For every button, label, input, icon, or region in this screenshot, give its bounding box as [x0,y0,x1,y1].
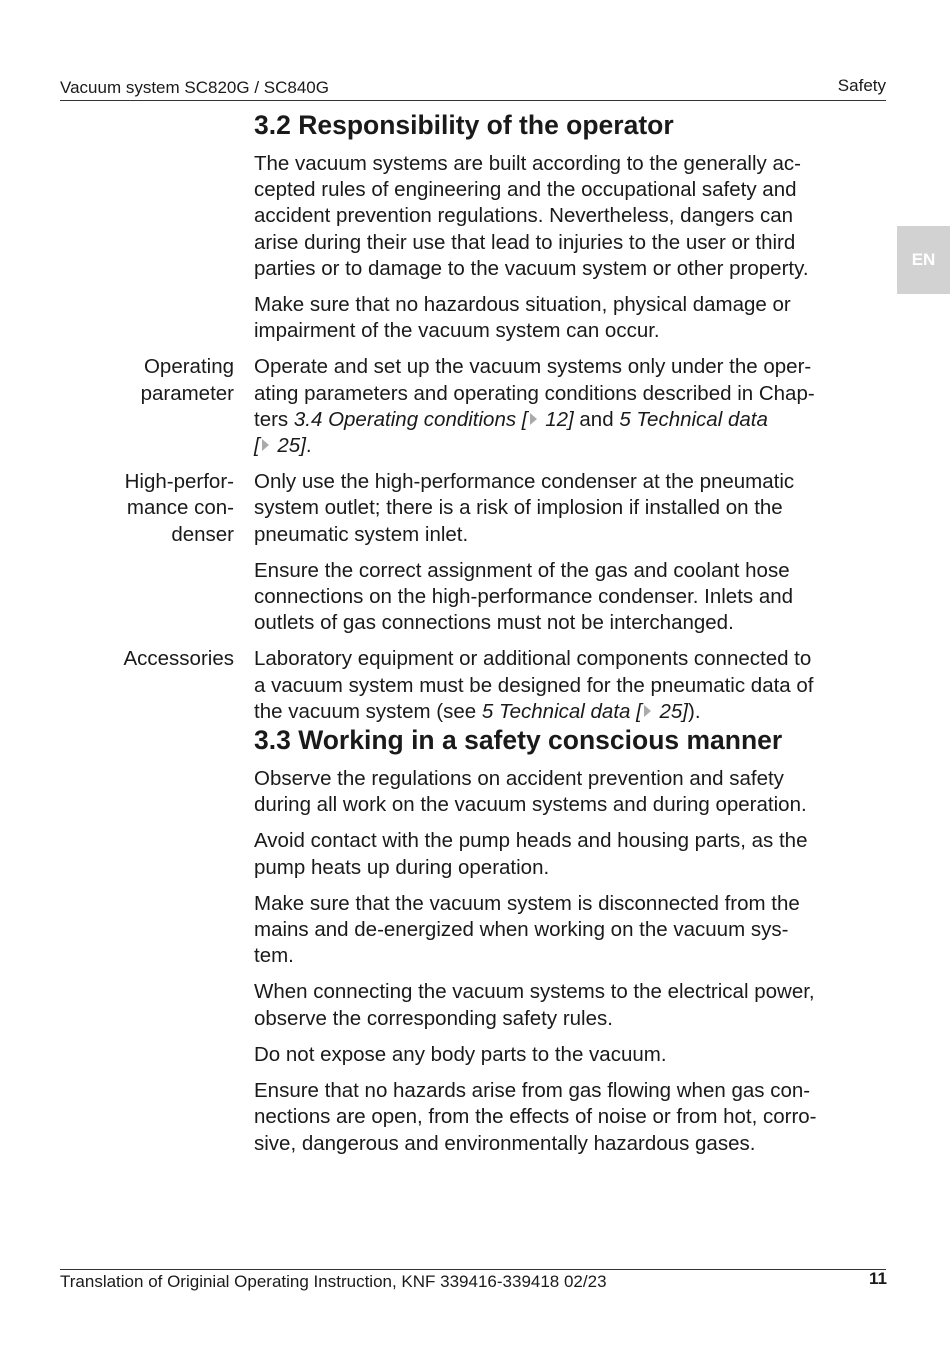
text-line: pump heats up during operation. [254,855,550,879]
reference-title: 5 Technical data [ [481,699,642,723]
page-arrow-icon [644,705,651,717]
reference-page: 25] [653,699,689,723]
safety-paragraph [254,1042,894,1068]
text-line: When connecting the vacuum systems to the electrical power, [254,980,815,1004]
text-fragment: ). [688,699,701,723]
text-line: mains and de-energized when working on the vacuum sys- [254,918,789,942]
header-divider [60,100,886,101]
text-line: observe the corresponding safety rules. [254,1006,613,1030]
text-line: Ensure that no hazards arise from gas flowing when gas con- [254,1079,811,1103]
text-line: tem. [254,944,294,968]
section-title-3-2: 3.2 Responsibility of the operator [254,110,674,140]
side-label-line: mance con- [126,496,234,520]
condenser-assignment-paragraph [254,558,894,637]
footer-divider [60,1269,886,1270]
reference-bracket: [ [254,434,260,458]
side-label-accessories: Accessories [123,647,234,671]
header-document-title: Vacuum system SC820G / SC840G [60,78,329,97]
cross-reference-technical-data[interactable] [482,700,688,723]
make-sure-paragraph [254,292,894,344]
operating-parameter-block [140,354,894,459]
text-line: during all work on the vacuum systems and during operation. [254,793,807,817]
page-arrow-icon [530,413,537,425]
text-line: cepted rules of engineering and the occupational safety and [254,178,797,202]
text-line: a vacuum system must be designed for the pneumatic data of [254,673,814,697]
safety-paragraph [254,766,894,818]
text-line: impairment of the vacuum system can occur. [254,319,660,343]
text-fragment: . [305,434,312,458]
text-line: the vacuum system (see [254,699,482,723]
condenser-paragraph [254,469,894,548]
page-arrow-icon [262,439,269,451]
footer-document-info: Translation of Originial Operating Instruction, KNF 339416-339418 02/23 [60,1272,607,1291]
operating-parameter-paragraph [254,354,894,459]
text-line: Make sure that no hazardous situation, physical damage or [254,293,791,317]
text-line: arise during their use that lead to injuries to the user or third [254,230,796,254]
text-line: parties or to damage to the vacuum system or other property. [254,256,809,280]
text-line: Only use the high-performance condenser at the pneumatic [254,470,795,494]
side-label-operating-parameter [84,354,234,406]
side-label-line: High-perfor- [124,470,234,494]
condenser-block [124,469,894,548]
safety-paragraph [254,979,894,1031]
page-number: 11 [869,1269,887,1288]
text-line: nections are open, from the effects of noise or from hot, corro- [254,1105,817,1129]
side-label-condenser [84,469,234,548]
text-line: accident prevention regulations. Nevertheless, dangers can [254,204,794,228]
text-line: system outlet; there is a risk of implosion if installed on the [254,496,783,520]
section-title-3-3: 3.3 Working in a safety conscious manner [254,725,783,756]
side-label-line: Operating [143,355,234,379]
side-label-line: parameter [140,381,234,405]
header-chapter-title: Safety [837,76,886,95]
text-line: Make sure that the vacuum system is disconnected from the [254,891,800,915]
text-line: Ensure the correct assignment of the gas and coolant hose [254,558,790,582]
text-line: Avoid contact with the pump heads and housing parts, as the [254,829,808,853]
safety-paragraph [254,891,894,970]
text-line: Operate and set up the vacuum systems only under the oper- [254,355,812,379]
intro-paragraph [254,151,894,282]
accessories-paragraph [254,646,894,725]
text-line: sive, dangerous and environmentally hazardous gases. [254,1131,756,1155]
text-line: connections on the high-performance condenser. Inlets and [254,585,794,609]
accessories-block [123,646,894,725]
language-tab: EN [897,226,950,294]
text-line: outlets of gas connections must not be interchanged. [254,611,734,635]
text-fragment: and [573,407,620,431]
text-line: ating parameters and operating conditions described in Chap- [254,381,815,405]
safety-paragraph [254,828,894,880]
text-line: Do not expose any body parts to the vacuum. [254,1042,667,1066]
text-line: The vacuum systems are built according to the generally ac- [254,152,801,175]
cross-reference-operating-conditions[interactable] [294,408,574,431]
text-line: pneumatic system inlet. [254,522,469,546]
side-label-line: denser [171,522,234,546]
safety-paragraph [254,1078,894,1157]
reference-page: 12] [539,407,574,431]
reference-title: 5 Technical data [619,407,768,431]
reference-page: 25] [271,434,306,458]
reference-title: 3.4 Operating conditions [ [293,407,528,431]
text-line: ters [254,407,294,431]
main-content [123,110,894,1157]
text-line: Observe the regulations on accident prevention and safety [254,767,784,791]
text-line: Laboratory equipment or additional components connected to [254,647,812,671]
